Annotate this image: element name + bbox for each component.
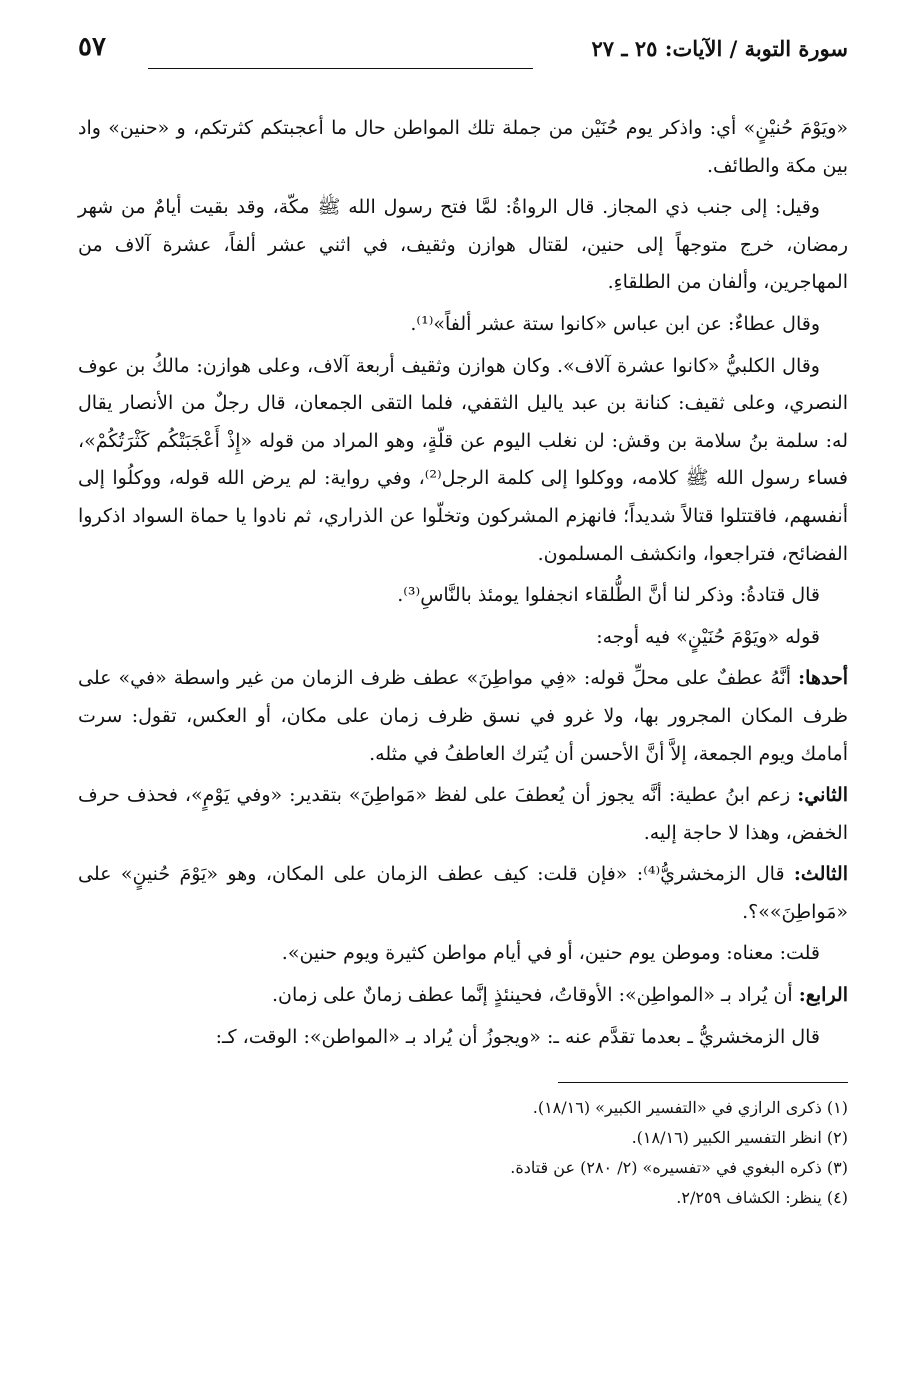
paragraph-text: أن يُراد بـ «المواطِن»: الأوقاتُ، فحينئذٍ إنَّما عطف زمانٌ على زمان. bbox=[272, 984, 799, 1007]
paragraph-term: الثالث: bbox=[793, 863, 848, 886]
paragraph bbox=[78, 348, 848, 574]
paragraph bbox=[78, 306, 848, 344]
paragraph bbox=[78, 935, 848, 973]
paragraph bbox=[78, 577, 848, 615]
paragraph-text: قال قتادةُ: وذكر لنا أنَّ الطُّلقاء انجفلوا يومئذ بالنَّاسِ⁽³⁾. bbox=[397, 584, 820, 607]
paragraph-text: وقال الكلبيُّ «كانوا عشرة آلاف». وكان هوازن وثقيف أربعة آلاف، وعلى هوازن: مالكُ بن عوف النصري، وعلى ثقيف: كنانة بن عبد ياليل الثقفي، فلما التقى الجمعان، قال رجلٌ من الأنصار يقال له: سلمة بنُ سلامة بن وقش: لن نغلب اليوم عن قلّةٍ، وهو المراد من قوله «إِذْ أَعْجَبَتْكُم كَثْرَتُكُمْ»، فساء رسول الله ﷺ كلامه، ووكلوا إلى كلمة الرجل⁽²⁾، وفي رواية: لم يرض الله قوله، ووكلُوا إلى أنفسهم، فاقتتلوا قتالاً شديداً؛ فانهزم المشركون وتخلّوا عن الذراري، ثم نادوا يا حماة السواد اذكروا الفضائح، فتراجعوا، وانكشف المسلمون. bbox=[78, 354, 848, 565]
footnote: (٤) ينظر: الكشاف ٢/٢٥٩. bbox=[676, 1188, 848, 1208]
footnote: (٣) ذكره البغوي في «تفسيره» (٢/ ٢٨٠) عن قتادة. bbox=[510, 1158, 848, 1178]
body-text bbox=[78, 110, 848, 1056]
paragraph-term: أحدها: bbox=[798, 667, 848, 690]
paragraph-text: «ويَوْمَ حُنيْنٍ» أي: واذكر يوم حُنَيْن من جملة تلك المواطن حال ما أعجبتكم كثرتكم، و «حنين» واد بين مكة والطائف. bbox=[78, 117, 848, 177]
paragraph-term: الرابع: bbox=[798, 984, 848, 1007]
paragraph bbox=[78, 189, 848, 302]
paragraph bbox=[78, 977, 848, 1015]
footnote: (١) ذكرى الرازي في «التفسير الكبير» (١٨/١٦). bbox=[532, 1098, 848, 1118]
paragraph bbox=[78, 856, 848, 931]
paragraph bbox=[78, 619, 848, 657]
paragraph bbox=[78, 777, 848, 852]
paragraph-text: قال الزمخشريُّ⁽⁴⁾: «فإن قلت: كيف عطف الزمان على المكان، وهو «يَوْمَ حُنينٍ» على «مَواطِنَ»»؟. bbox=[78, 863, 848, 923]
paragraph bbox=[78, 110, 848, 185]
paragraph bbox=[78, 660, 848, 773]
page bbox=[78, 28, 848, 1213]
running-title: سورة التوبة / الآيات: ٢٥ ـ ٢٧ bbox=[591, 36, 848, 61]
paragraph-text: وقيل: إلى جنب ذي المجاز. قال الرواةُ: لمَّا فتح رسول الله ﷺ مكّة، وقد بقيت أيامٌ من شهر رمضان، خرج متوجهاً إلى حنين، لقتال هوازن وثقيف، في اثني عشر ألفاً، عشرة آلاف من المهاجرين، وألفان من الطلقاءِ. bbox=[78, 196, 848, 294]
paragraph-term: الثاني: bbox=[797, 784, 848, 807]
footnote: (٢) انظر التفسير الكبير (١٨/١٦). bbox=[631, 1128, 848, 1148]
footnotes bbox=[78, 1093, 848, 1213]
paragraph bbox=[78, 1019, 848, 1057]
paragraph-text: وقال عطاءٌ: عن ابن عباس «كانوا ستة عشر ألفاً»⁽¹⁾. bbox=[410, 312, 820, 335]
page-number: ٥٧ bbox=[78, 32, 106, 62]
header-rule bbox=[148, 68, 533, 69]
paragraph-text: زعم ابنُ عطية: أنَّه يجوز أن يُعطفَ على لفظ «مَواطِنَ» بتقدير: «وفي يَوْمٍ»، فحذف حرف الخفض، وهذا لا حاجة إليه. bbox=[78, 784, 848, 844]
paragraph-text: قلت: معناه: وموطن يوم حنين، أو في أيام مواطن كثيرة ويوم حنين». bbox=[281, 942, 820, 965]
paragraph-text: قوله «ويَوْمَ حُنَيْنٍ» فيه أوجه: bbox=[596, 625, 820, 648]
paragraph-text: قال الزمخشريُّ ـ بعدما تقدَّم عنه ـ: «ويجوزُ أن يُراد بـ «المواطن»: الوقت، كـ: bbox=[215, 1025, 820, 1048]
footnote-rule bbox=[558, 1082, 848, 1083]
page-header bbox=[78, 28, 848, 70]
paragraph-text: أنَّهُ عطفٌ على محلِّ قوله: «فِي مواطِنَ» عطف ظرف الزمان من غير واسطة «في» على ظرف المكان المجرور بها، ولا غرو في نسق ظرف زمان على مكان، أو العكس، تقول: سرت أمامك ويوم الجمعة، إلاَّ أنَّ الأحسن أن يُترك العاطفُ في مثله. bbox=[78, 667, 848, 765]
